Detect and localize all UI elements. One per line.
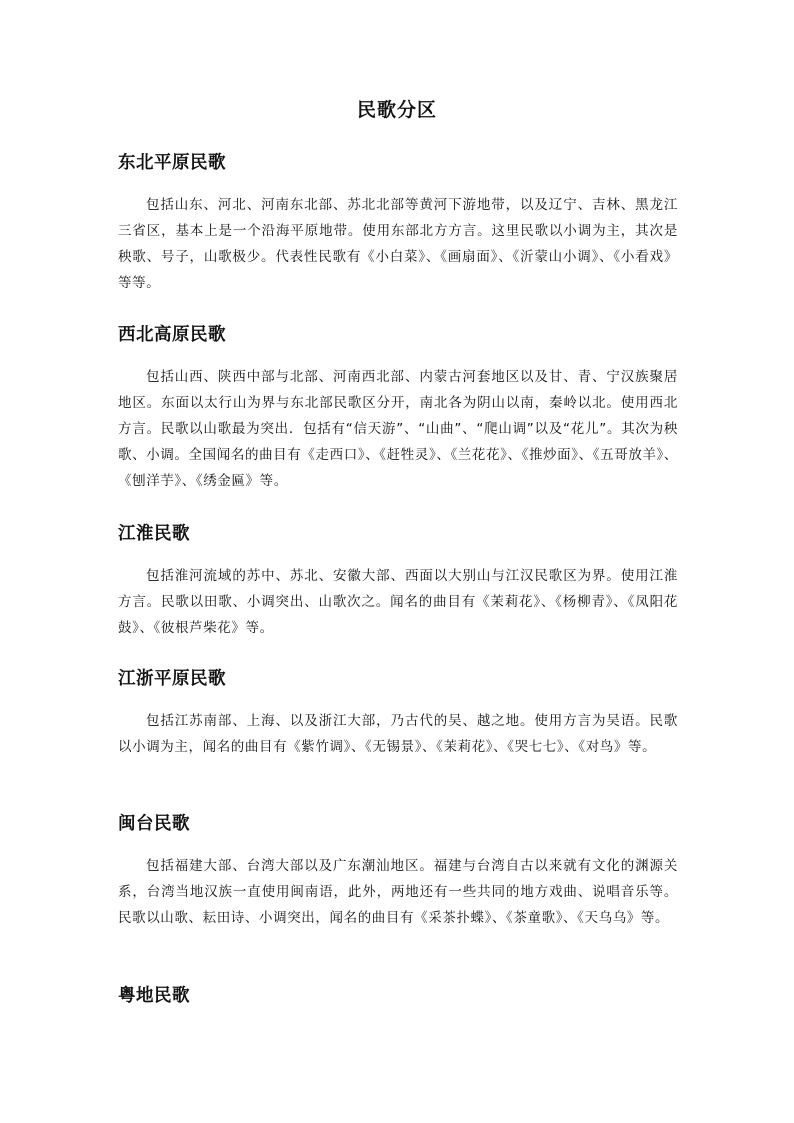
section-paragraph: 包括江苏南部、上海、以及浙江大部，乃古代的吴、越之地。使用方言为吴语。民歌以小调为主，闻名的曲目有《紫竹调》、《无锡景》、《茉莉花》、《哭七七》、《对鸟》等。 [118,713,678,755]
section-paragraph: 包括福建大部、台湾大部以及广东潮汕地区。福建与台湾自古以来就有文化的渊源关系，台湾当地汉族一直使用闽南语，此外，两地还有一些共同的地方戏曲、说唱音乐等。民歌以山歌、耘田诗、小调突出，闻名的曲目有《采茶扑蝶》、《茶童歌》、《天乌乌》等。 [118,858,678,926]
section-heading: 东北平原民歌 [118,153,226,173]
section-heading: 江浙平原民歌 [118,669,226,689]
section-jianghuai [118,521,678,641]
section-heading: 西北高原民歌 [118,325,226,345]
section-yuedi [118,983,678,1009]
section-paragraph: 包括山西、陕西中部与北部、河南西北部、内蒙古河套地区以及甘、青、宁汉族聚居地区。东面以太行山为界与东北部民歌区分开，南北各为阴山以南，秦岭以北。使用西北方言。民歌以山歌最为突出．包括有“信天游”、“山曲”、“爬山调”以及“花儿”。其次为秧歌、小调。全国闻名的曲目有《走西口》、《赶牲灵》、《兰花花》、《推炒面》、《五哥放羊》、《刨洋芋》、《绣金匾》等。 [118,369,678,489]
section-paragraph: 包括淮河流域的苏中、苏北、安徽大部、西面以大别山与江汉民歌区为界。使用江淮方言。民歌以田歌、小调突出、山歌次之。闻名的曲目有《茉莉花》、《杨柳青》、《凤阳花鼓》、《彼根芦柴花》等。 [118,568,678,636]
section-paragraph: 包括山东、河北、河南东北部、苏北北部等黄河下游地带，以及辽宁、吉林、黑龙江三省区，基本上是一个沿海平原地带。使用东部北方方言。这里民歌以小调为主，其次是秧歌、号子，山歌极少。代表性民歌有《小白菜》、《画扇面》、《沂蒙山小调》、《小看戏》等等。 [118,197,678,291]
section-jiangzhe-plain [118,666,678,760]
section-mintai [118,811,678,931]
section-heading: 粤地民歌 [118,986,190,1006]
section-northeast-plain [118,150,678,296]
section-heading: 闽台民歌 [118,814,190,834]
section-heading: 江淮民歌 [118,524,190,544]
section-northwest-plateau [118,322,678,494]
document-title: 民歌分区 [356,99,437,121]
